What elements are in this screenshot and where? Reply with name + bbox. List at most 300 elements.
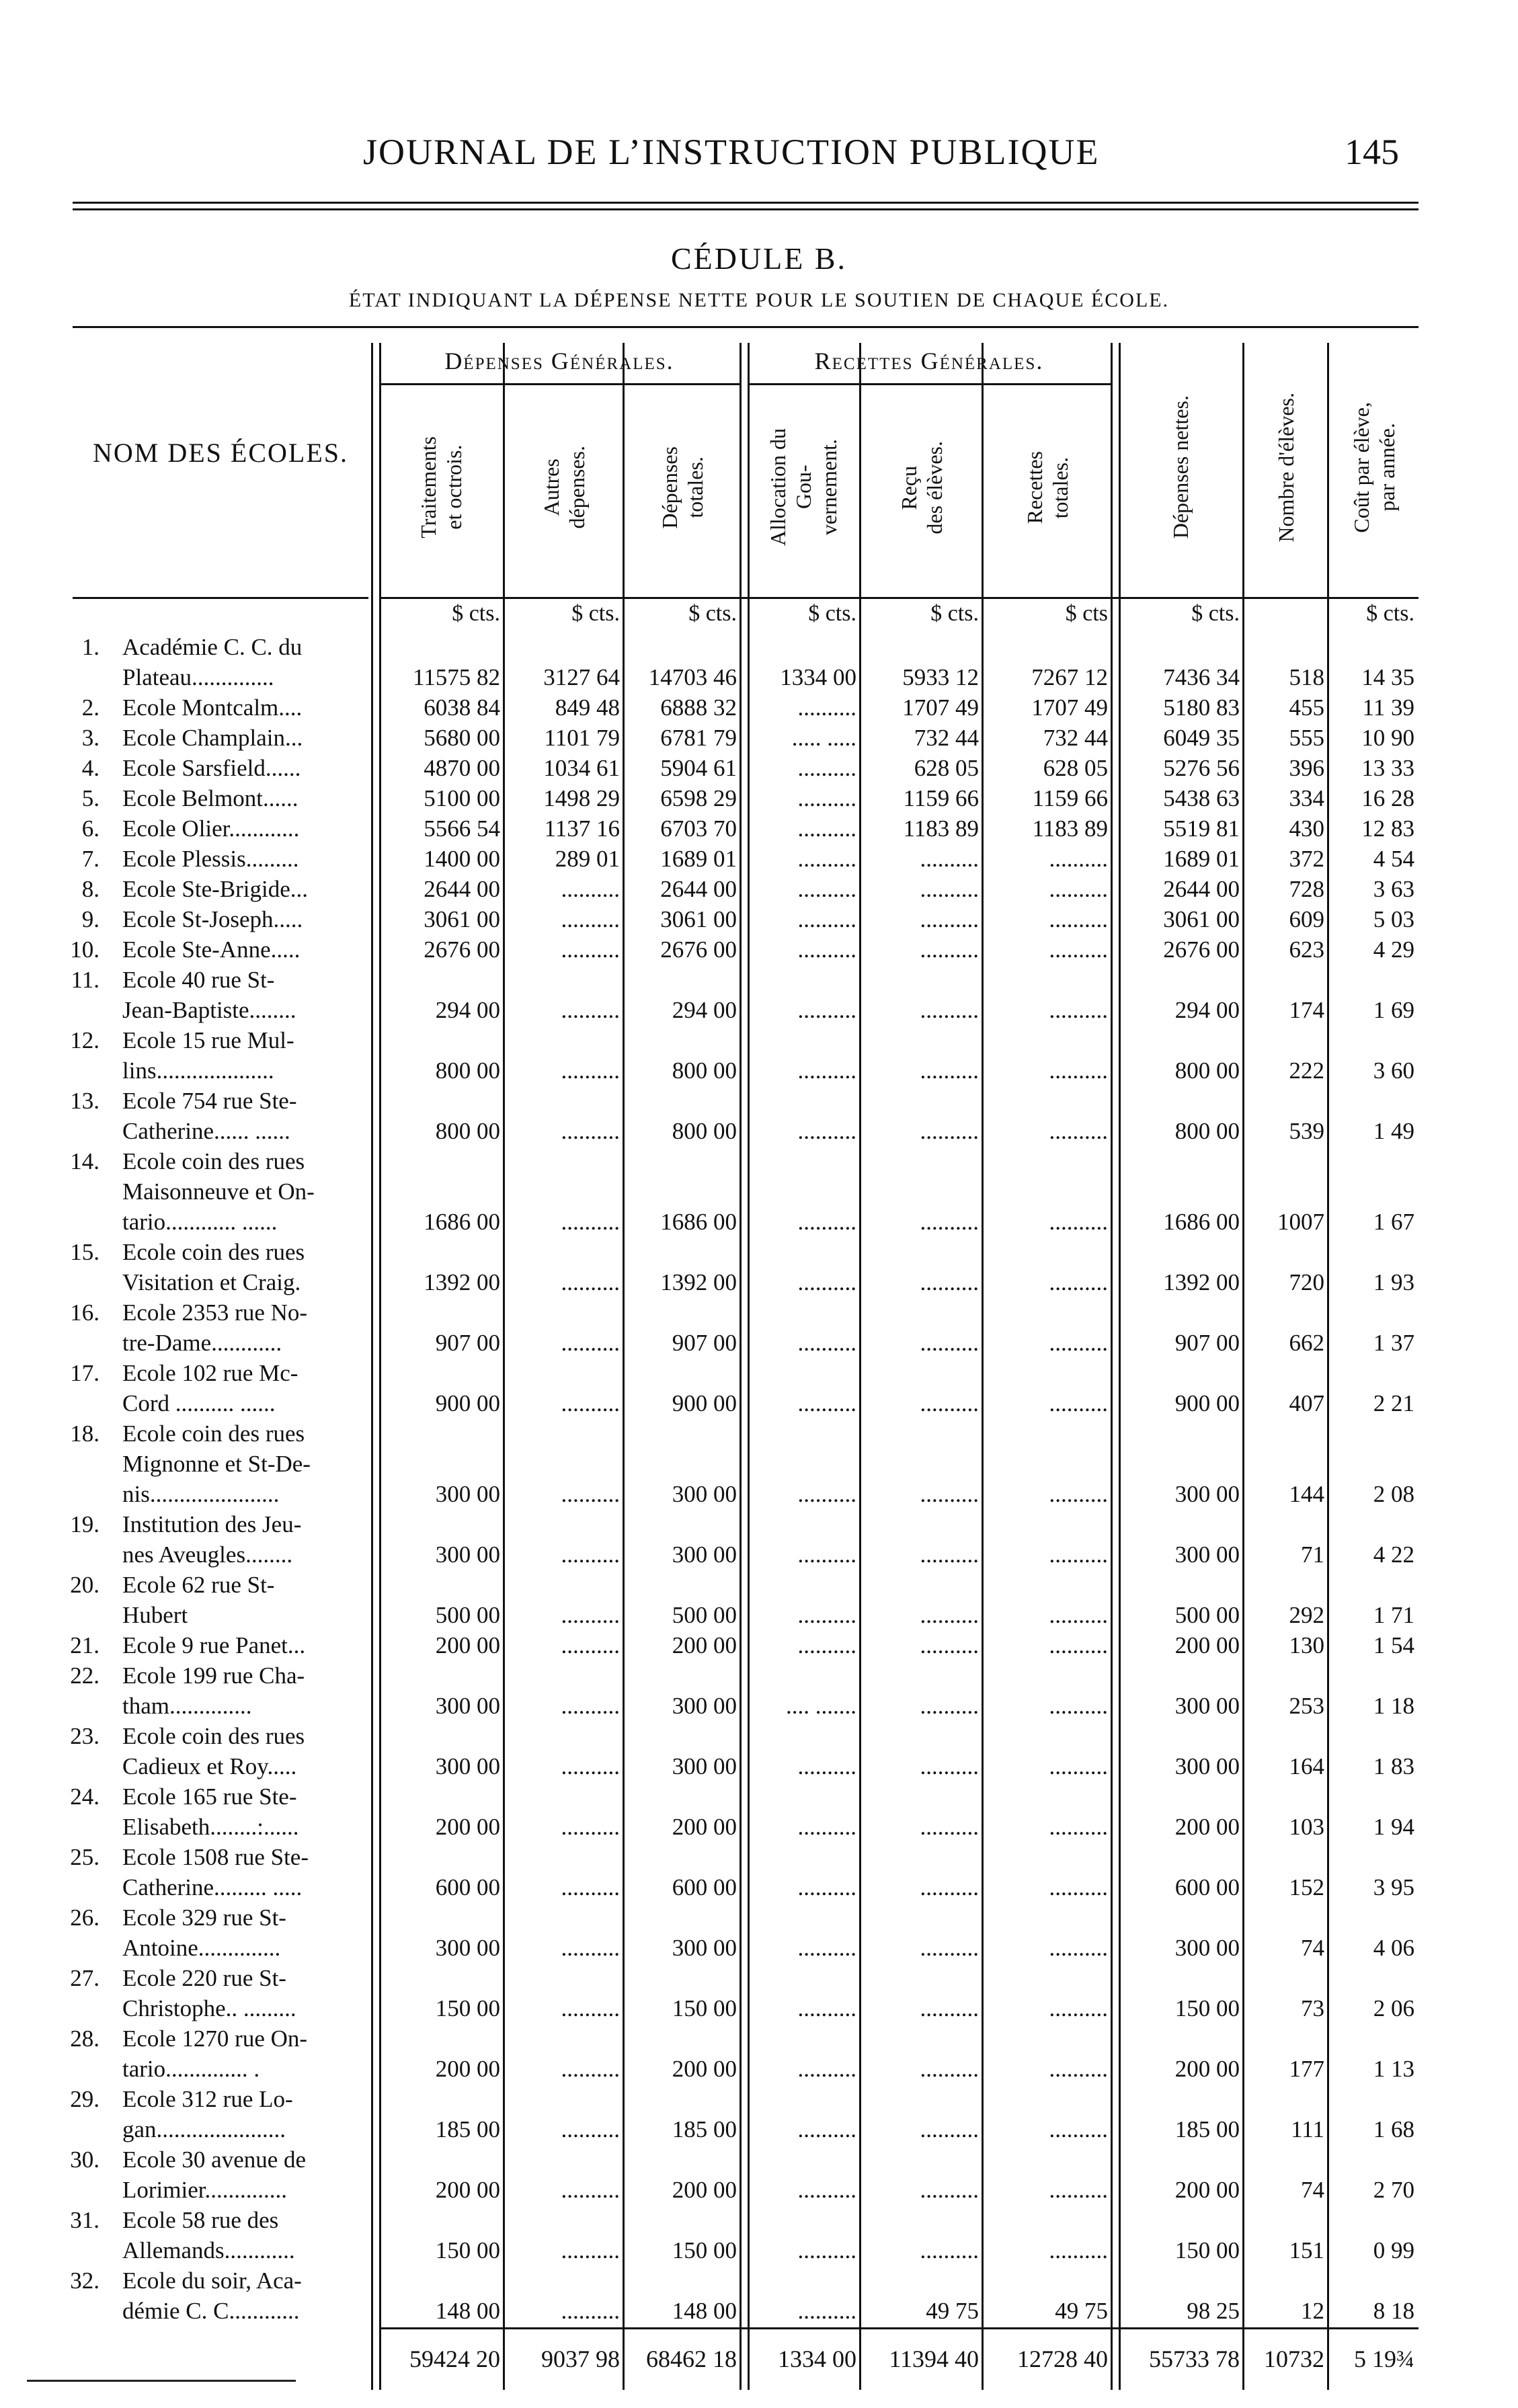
cell-total-expenses: 6781 79 bbox=[660, 725, 737, 751]
cell-total-receipts: .......... bbox=[1049, 1118, 1108, 1144]
header-net-expenses: Dépenses nettes. bbox=[1168, 395, 1193, 539]
school-name-line: tario.............. . bbox=[122, 2056, 260, 2082]
cell-total-expenses: 1686 00 bbox=[660, 1209, 737, 1235]
school-name bbox=[122, 723, 368, 753]
total-total-receipts: 12728 40 bbox=[1017, 2345, 1108, 2372]
group-expenses-rule bbox=[379, 383, 740, 385]
cell-pupil-receipts: .......... bbox=[920, 997, 979, 1023]
cell-salaries: 11575 82 bbox=[413, 664, 500, 690]
cell-net-expenses: 2676 00 bbox=[1163, 936, 1240, 963]
school-name-line: Ecole 102 rue Mc- bbox=[122, 1360, 298, 1386]
row-number: 18. bbox=[70, 1420, 99, 1447]
cell-total-expenses: 800 00 bbox=[672, 1057, 737, 1084]
cell-pupil-count: 74 bbox=[1301, 1935, 1324, 1961]
cell-pupil-receipts: 49 75 bbox=[926, 2298, 979, 2324]
row-number: 12. bbox=[70, 1027, 99, 1053]
top-rule bbox=[73, 202, 1419, 204]
cell-gov-allocation: .......... bbox=[797, 785, 856, 811]
cell-pupil-receipts: 628 05 bbox=[914, 755, 979, 781]
cell-pupil-receipts: .......... bbox=[920, 2177, 979, 2203]
cell-other-expenses: .......... bbox=[561, 1935, 620, 1961]
unit-label-total-expenses: $ cts. bbox=[688, 601, 737, 626]
cell-total-expenses: 1689 01 bbox=[660, 846, 737, 872]
schedule-title: CÉDULE B. bbox=[670, 241, 848, 276]
school-name-line: Ecole 9 rue Panet... bbox=[122, 1632, 306, 1658]
cell-gov-allocation: .......... bbox=[797, 1481, 856, 1507]
school-name-line: Ecole 199 rue Cha- bbox=[122, 1662, 305, 1689]
group-expenses-heading: Dépenses Générales. bbox=[444, 348, 674, 374]
school-name bbox=[122, 934, 368, 965]
table-row bbox=[70, 1902, 1419, 1963]
cell-cost-per-pupil: 0 99 bbox=[1373, 2237, 1414, 2263]
school-name-line: Maisonneuve et On- bbox=[122, 1178, 315, 1205]
cell-total-receipts: 732 44 bbox=[1043, 725, 1108, 751]
cell-cost-per-pupil: 3 95 bbox=[1373, 1874, 1414, 1900]
school-name-line: Ecole 58 rue des bbox=[122, 2207, 279, 2233]
row-number: 30. bbox=[70, 2146, 99, 2173]
cell-other-expenses: .......... bbox=[561, 1118, 620, 1144]
header-government-allocation: Allocation du Gou- vernement. bbox=[766, 428, 841, 547]
cell-pupil-count: 662 bbox=[1289, 1330, 1324, 1356]
cell-net-expenses: 5438 63 bbox=[1163, 785, 1240, 811]
top-rule-2 bbox=[73, 208, 1419, 210]
school-name-line: Ecole 15 rue Mul- bbox=[122, 1027, 294, 1053]
bottom-stroke bbox=[27, 2380, 296, 2382]
cell-salaries: 1686 00 bbox=[424, 1209, 500, 1235]
cell-pupil-count: 334 bbox=[1289, 785, 1324, 811]
cell-net-expenses: 300 00 bbox=[1174, 1541, 1240, 1568]
school-name bbox=[122, 1781, 368, 1842]
cell-gov-allocation: .......... bbox=[797, 1269, 856, 1295]
cell-pupil-receipts: .......... bbox=[920, 1390, 979, 1416]
school-name-line: gan...................... bbox=[122, 2116, 286, 2142]
journal-title: JOURNAL DE L’INSTRUCTION PUBLIQUE bbox=[363, 132, 1100, 172]
school-name bbox=[122, 1570, 368, 1630]
cell-salaries: 300 00 bbox=[435, 1693, 500, 1719]
cell-net-expenses: 1689 01 bbox=[1163, 846, 1240, 872]
cell-other-expenses: .......... bbox=[561, 1995, 620, 2021]
cell-other-expenses: 1137 16 bbox=[544, 815, 620, 842]
cell-net-expenses: 200 00 bbox=[1174, 1814, 1240, 1840]
cell-salaries: 800 00 bbox=[435, 1057, 500, 1084]
row-number: 8. bbox=[81, 876, 99, 902]
cell-total-expenses: 300 00 bbox=[672, 1541, 737, 1568]
cell-gov-allocation: .......... bbox=[797, 1935, 856, 1961]
row-number: 2. bbox=[81, 694, 99, 721]
table-row bbox=[73, 692, 1419, 723]
cell-salaries: 148 00 bbox=[435, 2298, 500, 2324]
table-row bbox=[70, 2205, 1419, 2265]
school-name bbox=[122, 1902, 368, 1963]
cell-net-expenses: 2644 00 bbox=[1163, 876, 1240, 902]
cell-cost-per-pupil: 1 71 bbox=[1373, 1602, 1414, 1628]
cell-pupil-count: 144 bbox=[1289, 1481, 1324, 1507]
cell-other-expenses: .......... bbox=[561, 1602, 620, 1628]
cell-net-expenses: 294 00 bbox=[1174, 997, 1240, 1023]
cell-pupil-count: 151 bbox=[1289, 2237, 1324, 2263]
cell-other-expenses: .......... bbox=[561, 1874, 620, 1900]
cell-cost-per-pupil: 4 54 bbox=[1373, 846, 1414, 872]
cell-total-expenses: 2644 00 bbox=[660, 876, 737, 902]
school-name-line: Ecole Ste-Brigide... bbox=[122, 876, 309, 902]
cell-cost-per-pupil: 8 18 bbox=[1373, 2298, 1414, 2324]
cell-pupil-receipts: .......... bbox=[920, 1057, 979, 1084]
table-row bbox=[70, 1358, 1419, 1418]
cell-other-expenses: .......... bbox=[561, 1814, 620, 1840]
header-number-of-pupils: Nombre d'élèves. bbox=[1273, 392, 1298, 543]
cell-pupil-count: 720 bbox=[1289, 1269, 1324, 1295]
cell-cost-per-pupil: 1 37 bbox=[1373, 1330, 1414, 1356]
cell-gov-allocation: .......... bbox=[797, 906, 856, 932]
table-row bbox=[70, 934, 1419, 965]
cell-pupil-receipts: .......... bbox=[920, 1269, 979, 1295]
cell-pupil-receipts: .......... bbox=[920, 1874, 979, 1900]
header-other-expenses: Autres dépenses. bbox=[538, 446, 589, 529]
row-number: 19. bbox=[70, 1511, 99, 1537]
school-name-line: tre-Dame............ bbox=[122, 1330, 282, 1356]
table-row bbox=[70, 1146, 1419, 1237]
cell-salaries: 500 00 bbox=[435, 1602, 500, 1628]
cell-cost-per-pupil: 14 35 bbox=[1361, 664, 1414, 690]
totals-rule bbox=[379, 2327, 1419, 2329]
cell-cost-per-pupil: 1 13 bbox=[1373, 2056, 1414, 2082]
cell-cost-per-pupil: 1 83 bbox=[1373, 1753, 1414, 1779]
school-name-line: lins.................... bbox=[122, 1057, 274, 1084]
school-name-line: Ecole Plessis......... bbox=[122, 846, 299, 872]
cell-other-expenses: .......... bbox=[561, 1541, 620, 1568]
total-gov-allocation: 1334 00 bbox=[778, 2345, 856, 2372]
cell-pupil-receipts: .......... bbox=[920, 1753, 979, 1779]
cell-cost-per-pupil: 4 06 bbox=[1373, 1935, 1414, 1961]
cell-salaries: 5680 00 bbox=[424, 725, 500, 751]
cell-total-receipts: .......... bbox=[1049, 1057, 1108, 1084]
cell-other-expenses: .......... bbox=[561, 1057, 620, 1084]
cell-salaries: 5566 54 bbox=[424, 815, 500, 842]
totals-row bbox=[73, 2333, 1419, 2373]
cell-salaries: 300 00 bbox=[435, 1541, 500, 1568]
cell-pupil-count: 111 bbox=[1291, 2116, 1324, 2142]
cell-salaries: 1400 00 bbox=[424, 846, 500, 872]
table-row bbox=[70, 1237, 1419, 1297]
school-name-line: Ecole 1270 rue On- bbox=[122, 2025, 308, 2052]
cell-total-expenses: 3061 00 bbox=[660, 906, 737, 932]
school-name-line: Jean-Baptiste........ bbox=[122, 997, 296, 1023]
cell-cost-per-pupil: 3 60 bbox=[1373, 1057, 1414, 1084]
school-name bbox=[122, 1660, 368, 1721]
cell-net-expenses: 300 00 bbox=[1174, 1753, 1240, 1779]
table-row bbox=[70, 1721, 1419, 1781]
cell-cost-per-pupil: 4 29 bbox=[1373, 936, 1414, 963]
table-row bbox=[73, 904, 1419, 934]
cell-other-expenses: .......... bbox=[561, 906, 620, 932]
header-cost-per-pupil: Coût par élève, par année. bbox=[1349, 401, 1399, 533]
cell-other-expenses: .......... bbox=[561, 2298, 620, 2324]
table-row bbox=[70, 1025, 1419, 1086]
total-net-expenses: 55733 78 bbox=[1149, 2345, 1240, 2372]
cell-net-expenses: 185 00 bbox=[1174, 2116, 1240, 2142]
school-name-line: Hubert bbox=[122, 1602, 188, 1628]
cell-salaries: 300 00 bbox=[435, 1753, 500, 1779]
school-name-line: nis...................... bbox=[122, 1481, 280, 1507]
cell-pupil-count: 1007 bbox=[1277, 1209, 1324, 1235]
total-total-expenses: 68462 18 bbox=[646, 2345, 737, 2372]
cell-net-expenses: 1392 00 bbox=[1163, 1269, 1240, 1295]
cell-gov-allocation: 1334 00 bbox=[780, 664, 856, 690]
cell-total-expenses: 300 00 bbox=[672, 1693, 737, 1719]
school-name-line: Ecole coin des rues bbox=[122, 1420, 305, 1447]
school-name-line: Christophe.. ......... bbox=[122, 1995, 296, 2021]
cell-cost-per-pupil: 13 33 bbox=[1361, 755, 1414, 781]
row-number: 1. bbox=[81, 634, 99, 660]
cell-total-expenses: 500 00 bbox=[672, 1602, 737, 1628]
row-number: 7. bbox=[81, 846, 99, 872]
cell-pupil-receipts: .......... bbox=[920, 906, 979, 932]
row-number: 15. bbox=[70, 1239, 99, 1265]
row-number: 20. bbox=[70, 1572, 99, 1598]
cell-total-receipts: .......... bbox=[1049, 1330, 1108, 1356]
unit-label-gov-allocation: $ cts. bbox=[808, 601, 856, 626]
cell-total-receipts: .......... bbox=[1049, 1602, 1108, 1628]
cell-salaries: 200 00 bbox=[435, 2056, 500, 2082]
cell-pupil-count: 407 bbox=[1289, 1390, 1324, 1416]
table-row bbox=[70, 2144, 1419, 2205]
school-name bbox=[122, 1025, 368, 1086]
cell-net-expenses: 800 00 bbox=[1174, 1118, 1240, 1144]
cell-salaries: 150 00 bbox=[435, 1995, 500, 2021]
cell-total-expenses: 300 00 bbox=[672, 1481, 737, 1507]
cell-total-expenses: 6703 70 bbox=[660, 815, 737, 842]
cell-cost-per-pupil: 11 39 bbox=[1362, 694, 1414, 721]
cell-other-expenses: 849 48 bbox=[555, 694, 620, 721]
cell-salaries: 200 00 bbox=[435, 1632, 500, 1658]
school-name-line: Allemands............ bbox=[122, 2237, 295, 2263]
cell-total-receipts: .......... bbox=[1049, 876, 1108, 902]
cell-pupil-receipts: .......... bbox=[920, 876, 979, 902]
cell-gov-allocation: .......... bbox=[797, 1118, 856, 1144]
total-salaries: 59424 20 bbox=[409, 2345, 500, 2372]
table-row bbox=[73, 753, 1419, 783]
row-number: 31. bbox=[70, 2207, 99, 2233]
cell-gov-allocation: .......... bbox=[797, 876, 856, 902]
cell-pupil-receipts: .......... bbox=[920, 1209, 979, 1235]
table-row bbox=[70, 1630, 1419, 1660]
cell-net-expenses: 1686 00 bbox=[1163, 1209, 1240, 1235]
cell-gov-allocation: .......... bbox=[797, 2237, 856, 2263]
cell-other-expenses: .......... bbox=[561, 1481, 620, 1507]
cell-other-expenses: .......... bbox=[561, 2116, 620, 2142]
cell-cost-per-pupil: 1 54 bbox=[1373, 1632, 1414, 1658]
cell-salaries: 2676 00 bbox=[424, 936, 500, 963]
cell-pupil-count: 372 bbox=[1289, 846, 1324, 872]
cell-cost-per-pupil: 2 08 bbox=[1373, 1481, 1414, 1507]
cell-total-expenses: 6598 29 bbox=[660, 785, 737, 811]
row-number: 9. bbox=[81, 906, 99, 932]
table-row bbox=[73, 965, 1419, 1025]
cell-total-receipts: .......... bbox=[1049, 1995, 1108, 2021]
school-name-line: Cadieux et Roy..... bbox=[122, 1753, 297, 1779]
cell-total-receipts: .......... bbox=[1049, 1632, 1108, 1658]
school-name-line: nes Aveugles........ bbox=[122, 1541, 293, 1568]
school-name bbox=[122, 692, 368, 723]
school-name bbox=[122, 813, 368, 844]
cell-total-expenses: 14703 46 bbox=[648, 664, 737, 690]
cell-total-receipts: .......... bbox=[1049, 1693, 1108, 1719]
cell-pupil-count: 623 bbox=[1289, 936, 1324, 963]
cell-pupil-count: 396 bbox=[1289, 755, 1324, 781]
header-received-from-pupils: Reçu des élèves. bbox=[896, 440, 947, 534]
cell-pupil-count: 152 bbox=[1289, 1874, 1324, 1900]
cell-total-receipts: 1707 49 bbox=[1031, 694, 1108, 721]
cell-total-expenses: 2676 00 bbox=[660, 936, 737, 963]
cell-gov-allocation: .......... bbox=[797, 936, 856, 963]
cell-cost-per-pupil: 12 83 bbox=[1361, 815, 1414, 842]
table-row bbox=[70, 2023, 1419, 2084]
cell-gov-allocation: .......... bbox=[797, 755, 856, 781]
cell-gov-allocation: .......... bbox=[797, 2177, 856, 2203]
unit-label-other-expenses: $ cts. bbox=[571, 601, 620, 626]
table-row bbox=[73, 783, 1419, 813]
school-name-line: Ecole Sarsfield...... bbox=[122, 755, 301, 781]
row-number: 26. bbox=[70, 1904, 99, 1931]
cell-pupil-receipts: 1183 89 bbox=[903, 815, 979, 842]
cell-total-receipts: .......... bbox=[1049, 2177, 1108, 2203]
row-number: 25. bbox=[70, 1844, 99, 1870]
school-name bbox=[122, 1842, 368, 1902]
cell-cost-per-pupil: 1 49 bbox=[1373, 1118, 1414, 1144]
cell-gov-allocation: .......... bbox=[797, 815, 856, 842]
school-name-line: Antoine.............. bbox=[122, 1935, 281, 1961]
cell-salaries: 300 00 bbox=[435, 1935, 500, 1961]
cell-cost-per-pupil: 3 63 bbox=[1373, 876, 1414, 902]
cell-total-receipts: .......... bbox=[1049, 906, 1108, 932]
cell-other-expenses: .......... bbox=[561, 936, 620, 963]
total-pupil-receipts: 11394 40 bbox=[889, 2345, 979, 2372]
cell-pupil-receipts: .......... bbox=[920, 846, 979, 872]
cell-cost-per-pupil: 1 69 bbox=[1373, 997, 1414, 1023]
school-name-line: Ecole 62 rue St- bbox=[122, 1572, 275, 1598]
cell-pupil-count: 609 bbox=[1289, 906, 1324, 932]
cell-cost-per-pupil: 1 93 bbox=[1373, 1269, 1414, 1295]
cell-total-expenses: 200 00 bbox=[672, 2056, 737, 2082]
cell-net-expenses: 98 25 bbox=[1187, 2298, 1240, 2324]
school-name bbox=[122, 874, 368, 904]
cell-pupil-receipts: .......... bbox=[920, 2116, 979, 2142]
cell-cost-per-pupil: 1 68 bbox=[1373, 2116, 1414, 2142]
total-cost-per-pupil: 5 19¾ bbox=[1354, 2345, 1414, 2372]
school-name-line: Ecole Olier............ bbox=[122, 815, 300, 842]
school-name bbox=[122, 1963, 368, 2023]
cell-total-receipts: 49 75 bbox=[1055, 2298, 1108, 2324]
cell-total-receipts: .......... bbox=[1049, 1874, 1108, 1900]
cell-other-expenses: .......... bbox=[561, 1269, 620, 1295]
cell-total-receipts: 7267 12 bbox=[1031, 664, 1108, 690]
cell-cost-per-pupil: 5 03 bbox=[1373, 906, 1414, 932]
cell-other-expenses: 1034 61 bbox=[543, 755, 620, 781]
cell-gov-allocation: ..... ..... bbox=[791, 725, 856, 751]
row-number: 10. bbox=[70, 936, 99, 963]
row-number: 6. bbox=[81, 815, 99, 842]
school-name-line: Ecole 1508 rue Ste- bbox=[122, 1844, 309, 1870]
row-number: 3. bbox=[81, 725, 99, 751]
cell-gov-allocation: .......... bbox=[797, 1057, 856, 1084]
cell-gov-allocation: .......... bbox=[797, 2298, 856, 2324]
cell-total-expenses: 200 00 bbox=[672, 1632, 737, 1658]
school-name bbox=[122, 753, 368, 783]
row-number: 29. bbox=[70, 2086, 99, 2112]
cell-pupil-receipts: 1159 66 bbox=[903, 785, 979, 811]
cell-net-expenses: 200 00 bbox=[1174, 2056, 1240, 2082]
cell-total-receipts: .......... bbox=[1049, 2116, 1108, 2142]
cell-gov-allocation: .......... bbox=[797, 1390, 856, 1416]
row-number: 11. bbox=[71, 967, 99, 993]
page-number: 145 bbox=[1345, 132, 1399, 172]
cell-other-expenses: .......... bbox=[561, 1330, 620, 1356]
cell-total-receipts: .......... bbox=[1049, 997, 1108, 1023]
cell-pupil-receipts: .......... bbox=[920, 2237, 979, 2263]
cell-total-receipts: .......... bbox=[1049, 1541, 1108, 1568]
cell-pupil-count: 455 bbox=[1289, 694, 1324, 721]
school-name-line: tham.............. bbox=[122, 1693, 252, 1719]
cell-pupil-receipts: .......... bbox=[920, 2056, 979, 2082]
school-name-line: Catherine......... ..... bbox=[122, 1874, 303, 1900]
cell-total-expenses: 294 00 bbox=[672, 997, 737, 1023]
cell-pupil-count: 164 bbox=[1289, 1753, 1324, 1779]
schedule-subtitle: ÉTAT INDIQUANT LA DÉPENSE NETTE POUR LE SOUTIEN DE CHAQUE ÉCOLE. bbox=[348, 289, 1170, 311]
cell-pupil-count: 103 bbox=[1289, 1814, 1324, 1840]
cell-salaries: 150 00 bbox=[435, 2237, 500, 2263]
cell-salaries: 1392 00 bbox=[424, 1269, 500, 1295]
cell-total-receipts: .......... bbox=[1049, 2237, 1108, 2263]
cell-pupil-count: 73 bbox=[1301, 1995, 1324, 2021]
school-name bbox=[122, 2205, 368, 2265]
cell-gov-allocation: .......... bbox=[797, 1874, 856, 1900]
school-name-line: Ecole 30 avenue de bbox=[122, 2146, 307, 2173]
cell-total-receipts: .......... bbox=[1049, 2056, 1108, 2082]
school-name bbox=[122, 1721, 368, 1781]
school-name-line: Ecole 329 rue St- bbox=[122, 1904, 286, 1931]
cell-other-expenses: 3127 64 bbox=[543, 664, 620, 690]
cell-total-receipts: 628 05 bbox=[1043, 755, 1108, 781]
school-name-line: Institution des Jeu- bbox=[122, 1511, 302, 1537]
cell-total-expenses: 185 00 bbox=[672, 2116, 737, 2142]
cell-net-expenses: 5519 81 bbox=[1163, 815, 1240, 842]
cell-total-receipts: .......... bbox=[1049, 1814, 1108, 1840]
cell-total-receipts: .......... bbox=[1049, 1209, 1108, 1235]
cell-net-expenses: 300 00 bbox=[1174, 1481, 1240, 1507]
cell-cost-per-pupil: 10 90 bbox=[1361, 725, 1414, 751]
cell-pupil-count: 253 bbox=[1289, 1693, 1324, 1719]
school-name-line: Ecole coin des rues bbox=[122, 1723, 305, 1749]
units-row bbox=[73, 598, 1419, 632]
cell-pupil-count: 222 bbox=[1289, 1057, 1324, 1084]
cell-total-receipts: 1159 66 bbox=[1032, 785, 1108, 811]
row-number: 4. bbox=[81, 755, 99, 781]
cell-other-expenses: .......... bbox=[561, 1753, 620, 1779]
cell-salaries: 6038 84 bbox=[424, 694, 500, 721]
school-name-line: Ecole coin des rues bbox=[122, 1148, 305, 1174]
school-name-line: Ecole coin des rues bbox=[122, 1239, 305, 1265]
row-number: 23. bbox=[70, 1723, 99, 1749]
school-name-line: Ecole Champlain... bbox=[122, 725, 303, 751]
cell-pupil-receipts: .......... bbox=[920, 1602, 979, 1628]
cell-cost-per-pupil: 16 28 bbox=[1361, 785, 1414, 811]
school-name-header: NOM DES ÉCOLES. bbox=[92, 438, 349, 468]
cell-pupil-count: 174 bbox=[1289, 997, 1324, 1023]
unit-label-cost-per-pupil: $ cts. bbox=[1366, 601, 1414, 626]
cell-pupil-receipts: .......... bbox=[920, 1118, 979, 1144]
table-row bbox=[73, 632, 1419, 692]
cell-total-expenses: 150 00 bbox=[672, 2237, 737, 2263]
